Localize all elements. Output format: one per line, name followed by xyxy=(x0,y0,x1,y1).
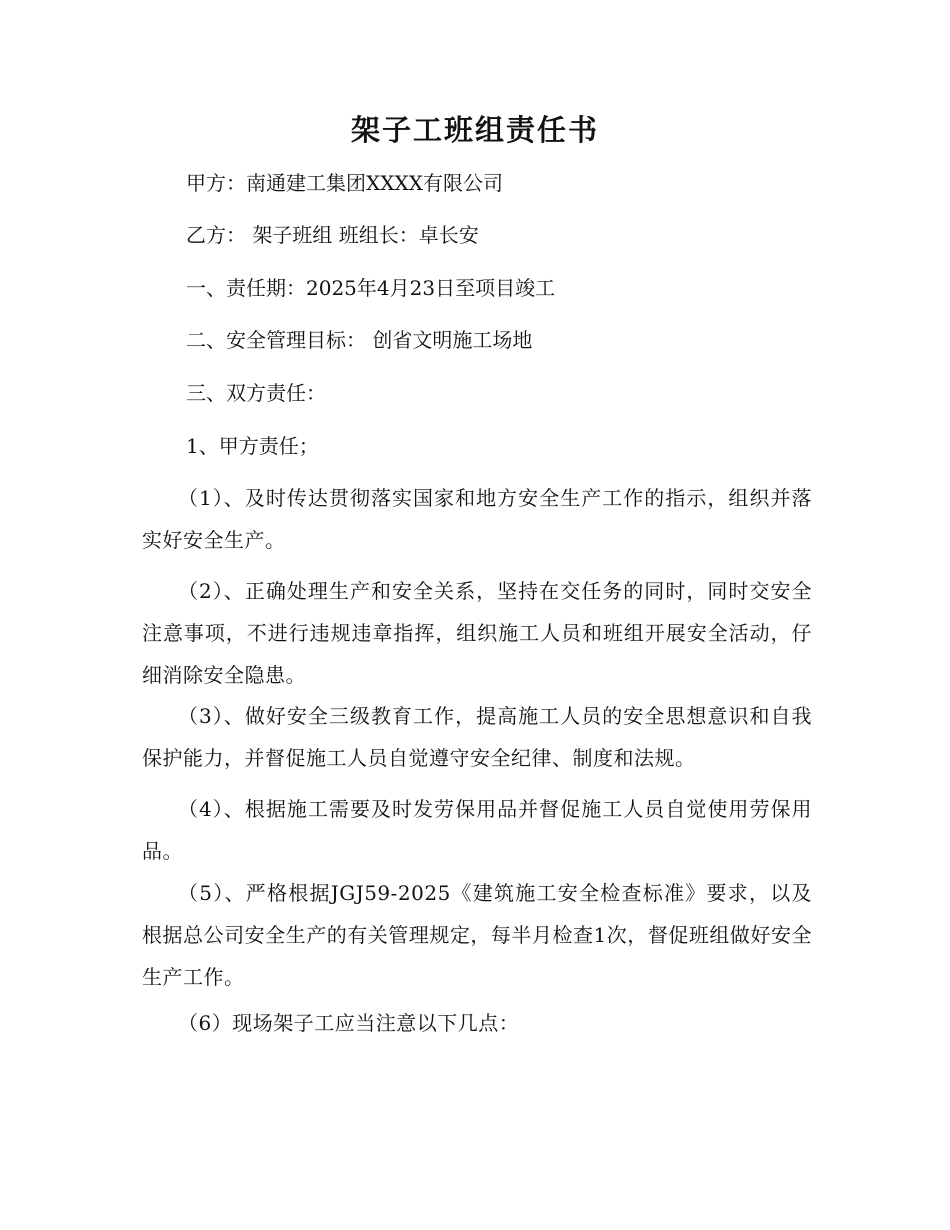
section-safety-goal: 二、安全管理目标： 创省文明施工场地 xyxy=(186,328,533,352)
list-item: （2）、正确处理生产和安全关系，坚持在交任务的同时，同时交安全注意事项，不进行违规违章指挥，组织施工人员和班组开展安全活动，仔细消除安全隐患。 xyxy=(142,579,812,687)
list-item: （4）、根据施工需要及时发劳保用品并督促施工人员自觉使用劳保用品。 xyxy=(142,797,812,863)
section-responsibility-period: 一、责任期：2025年4月23日至项目竣工 xyxy=(186,276,556,300)
list-item: （6）现场架子工应当注意以下几点： xyxy=(178,1011,520,1035)
sub-party-a-responsibilities: 1、甲方责任； xyxy=(186,434,319,458)
party-b: 乙方： 架子班组 班组长：卓长安 xyxy=(186,223,479,247)
party-a: 甲方：南通建工集团XXXX有限公司 xyxy=(186,171,503,195)
list-item: （1）、及时传达贯彻落实国家和地方安全生产工作的指示，组织并落实好安全生产。 xyxy=(142,486,812,552)
list-item: （5）、严格根据JGJ59-2025《建筑施工安全检查标准》要求，以及根据总公司安全生产的有关管理规定，每半月检查1次，督促班组做好安全生产工作。 xyxy=(142,881,812,989)
document-title: 架子工班组责任书 xyxy=(350,113,599,147)
section-mutual-responsibilities: 三、双方责任： xyxy=(186,381,326,405)
list-item: （3）、做好安全三级教育工作，提高施工人员的安全思想意识和自我保护能力，并督促施工人员自觉遵守安全纪律、制度和法规。 xyxy=(142,704,812,770)
